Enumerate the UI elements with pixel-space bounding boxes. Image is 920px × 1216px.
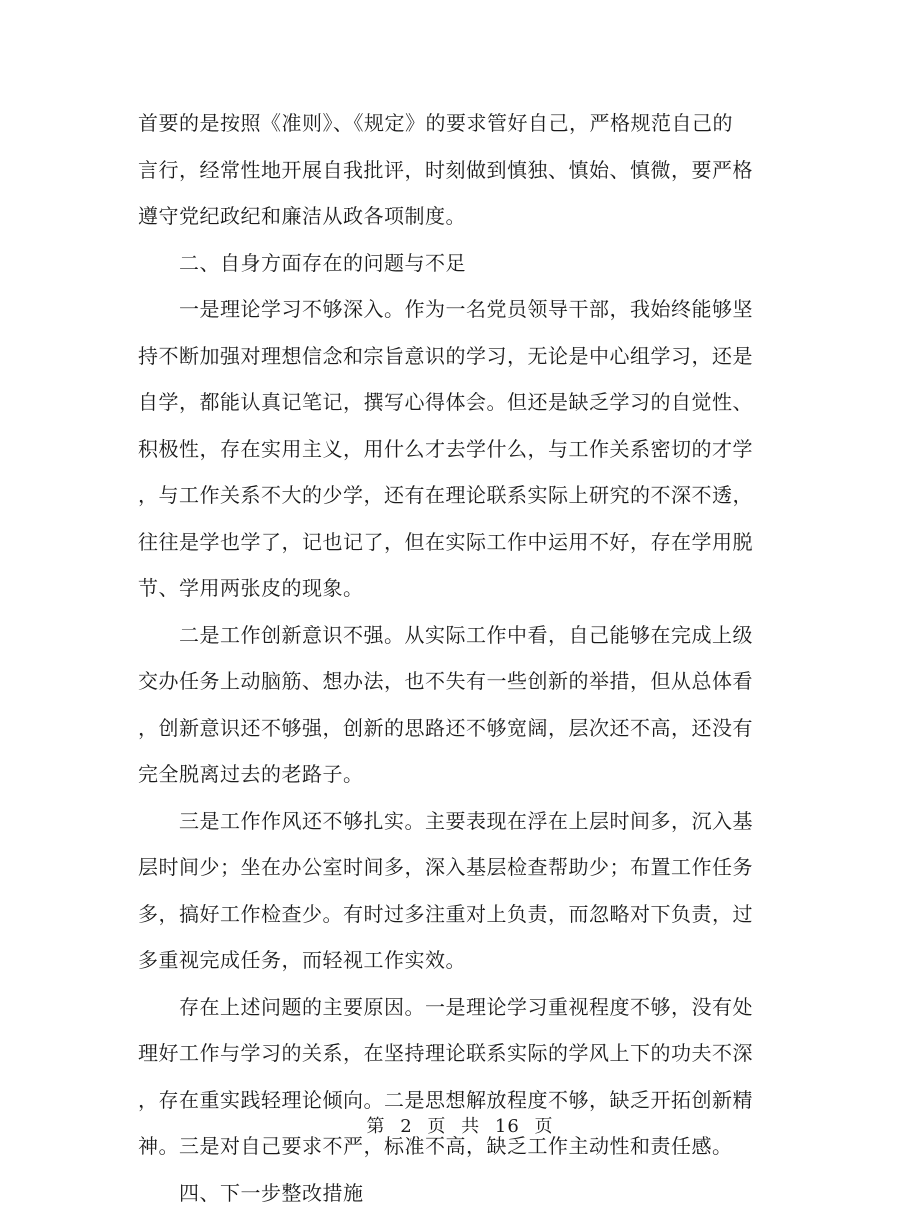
text-line: 言行，经常性地开展自我批评，时刻做到慎独、慎始、慎微，要严格 bbox=[138, 147, 770, 194]
footer-prefix: 第 bbox=[366, 1116, 385, 1137]
footer-current-page: 2 bbox=[400, 1116, 412, 1137]
footer-page-word: 页 bbox=[427, 1116, 446, 1137]
text-line: 自学，都能认真记笔记，撰写心得体会。但还是缺乏学习的自觉性、 bbox=[138, 379, 770, 426]
text-line: 层时间少；坐在办公室时间多，深入基层检查帮助少；布置工作任务 bbox=[138, 844, 770, 891]
text-line: ，存在重实践轻理论倾向。二是思想解放程度不够，缺乏开拓创新精 bbox=[138, 1077, 770, 1124]
text-line: 二是工作创新意识不强。从实际工作中看，自己能够在完成上级 bbox=[138, 612, 770, 659]
text-line: 神。三是对自己要求不严，标准不高，缺乏工作主动性和责任感。 bbox=[138, 1123, 770, 1170]
text-line: 积极性，存在实用主义，用什么才去学什么，与工作关系密切的才学 bbox=[138, 426, 770, 473]
text-line: 持不断加强对理想信念和宗旨意识的学习，无论是中心组学习，还是 bbox=[138, 333, 770, 380]
text-line: 往往是学也学了，记也记了，但在实际工作中运用不好，存在学用脱 bbox=[138, 519, 770, 566]
text-line: 完全脱离过去的老路子。 bbox=[138, 751, 770, 798]
text-line: 遵守党纪政纪和廉洁从政各项制度。 bbox=[138, 193, 770, 240]
text-line: 四、下一步整改措施 bbox=[138, 1170, 770, 1216]
footer-total-word: 共 bbox=[461, 1116, 480, 1137]
footer-total-pages: 16 bbox=[495, 1116, 520, 1137]
footer-suffix: 页 bbox=[535, 1116, 554, 1137]
text-line: ，创新意识还不够强，创新的思路还不够宽阔，层次还不高，还没有 bbox=[138, 705, 770, 752]
document-body bbox=[138, 100, 770, 1216]
text-line: 交办任务上动脑筋、想办法，也不失有一些创新的举措，但从总体看 bbox=[138, 658, 770, 705]
text-line: 存在上述问题的主要原因。一是理论学习重视程度不够，没有处 bbox=[138, 984, 770, 1031]
text-line: 节、学用两张皮的现象。 bbox=[138, 565, 770, 612]
text-line: 首要的是按照《准则》、《规定》的要求管好自己，严格规范自己的 bbox=[138, 100, 770, 147]
text-line: 二、自身方面存在的问题与不足 bbox=[138, 240, 770, 287]
page-footer bbox=[0, 1112, 920, 1138]
text-line: 理好工作与学习的关系，在坚持理论联系实际的学风上下的功夫不深 bbox=[138, 1030, 770, 1077]
text-line: 多，搞好工作检查少。有时过多注重对上负责，而忽略对下负责，过 bbox=[138, 891, 770, 938]
text-line: 多重视完成任务，而轻视工作实效。 bbox=[138, 937, 770, 984]
text-line: 一是理论学习不够深入。作为一名党员领导干部，我始终能够坚 bbox=[138, 286, 770, 333]
text-line: 三是工作作风还不够扎实。主要表现在浮在上层时间多，沉入基 bbox=[138, 798, 770, 845]
text-line: ，与工作关系不大的少学，还有在理论联系实际上研究的不深不透， bbox=[138, 472, 770, 519]
